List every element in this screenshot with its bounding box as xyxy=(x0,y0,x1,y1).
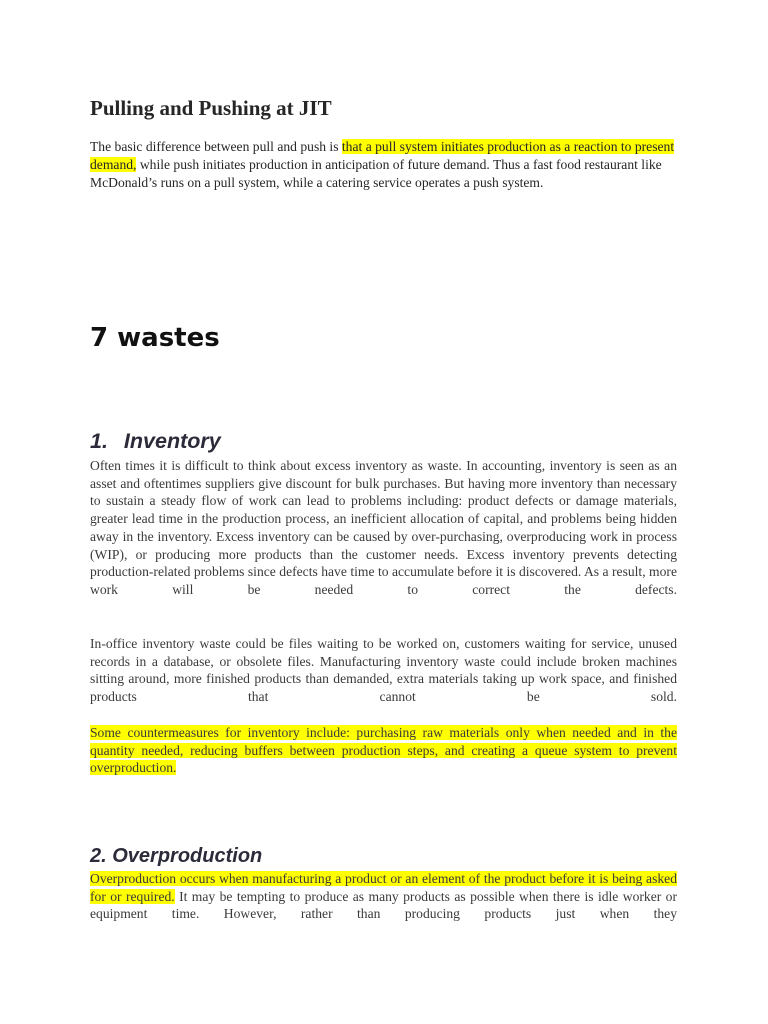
overproduction-rest: It may be tempting to produce as many products as possible when there is idle worker or equipment time. However, rather than producing products just when they xyxy=(90,888,677,922)
jit-heading: Pulling and Pushing at JIT xyxy=(90,96,332,120)
inventory-heading-title: Inventory xyxy=(123,429,221,453)
jit-paragraph-start: The basic difference between pull and push is xyxy=(90,139,342,154)
wastes-heading: 7 wastes xyxy=(90,323,220,353)
jit-paragraph-highlight: that a pull system initiates production as a reaction to present demand, xyxy=(90,139,675,172)
inventory-countermeasures-highlight: Some countermeasures for inventory include: purchasing raw materials only when needed and in the quantity needed, reducing buffers between production steps, and creating a queue system to prevent overproduction. xyxy=(90,725,677,776)
overproduction-paragraph xyxy=(90,870,677,923)
jit-paragraph xyxy=(90,138,677,192)
inventory-paragraph-2: In-office inventory waste could be files waiting to be worked on, customers waiting for service, unused records in a database, or obsolete files. Manufacturing inventory waste could include broken machines sitting around, more finished products than demanded, extra materials taking up work space, and finished products that cannot be sold. xyxy=(90,636,677,705)
inventory-heading-number: 1. xyxy=(90,429,108,453)
jit-paragraph-end: while push initiates production in anticipation of future demand. Thus a fast food restaurant like McDonald’s runs on a pull system, while a catering service operates a push system. xyxy=(90,157,662,190)
overproduction-heading: 2. Overproduction xyxy=(90,845,263,867)
inventory-countermeasures xyxy=(90,724,677,777)
overproduction-highlight: Overproduction occurs when manufacturing a product or an element of the product before it is being asked for or required. xyxy=(90,871,677,904)
inventory-heading xyxy=(90,426,677,456)
inventory-paragraph-1: Often times it is difficult to think about excess inventory as waste. In accounting, inventory is seen as an asset and oftentimes suppliers give discount for bulk purchases. But having more inventory than necessary to sustain a steady flow of work can lead to problems including: product defects or damage materials, greater lead time in the production process, an inefficient allocation of capital, and problems being hidden away in the inventory. Excess inventory can be caused by over-purchasing, overproducing work in process (WIP), or producing more products than the customer needs. Excess inventory prevents detecting production-related problems since defects have time to accumulate before it is discovered. As a result, more work will be needed to correct the defects. xyxy=(90,458,677,597)
